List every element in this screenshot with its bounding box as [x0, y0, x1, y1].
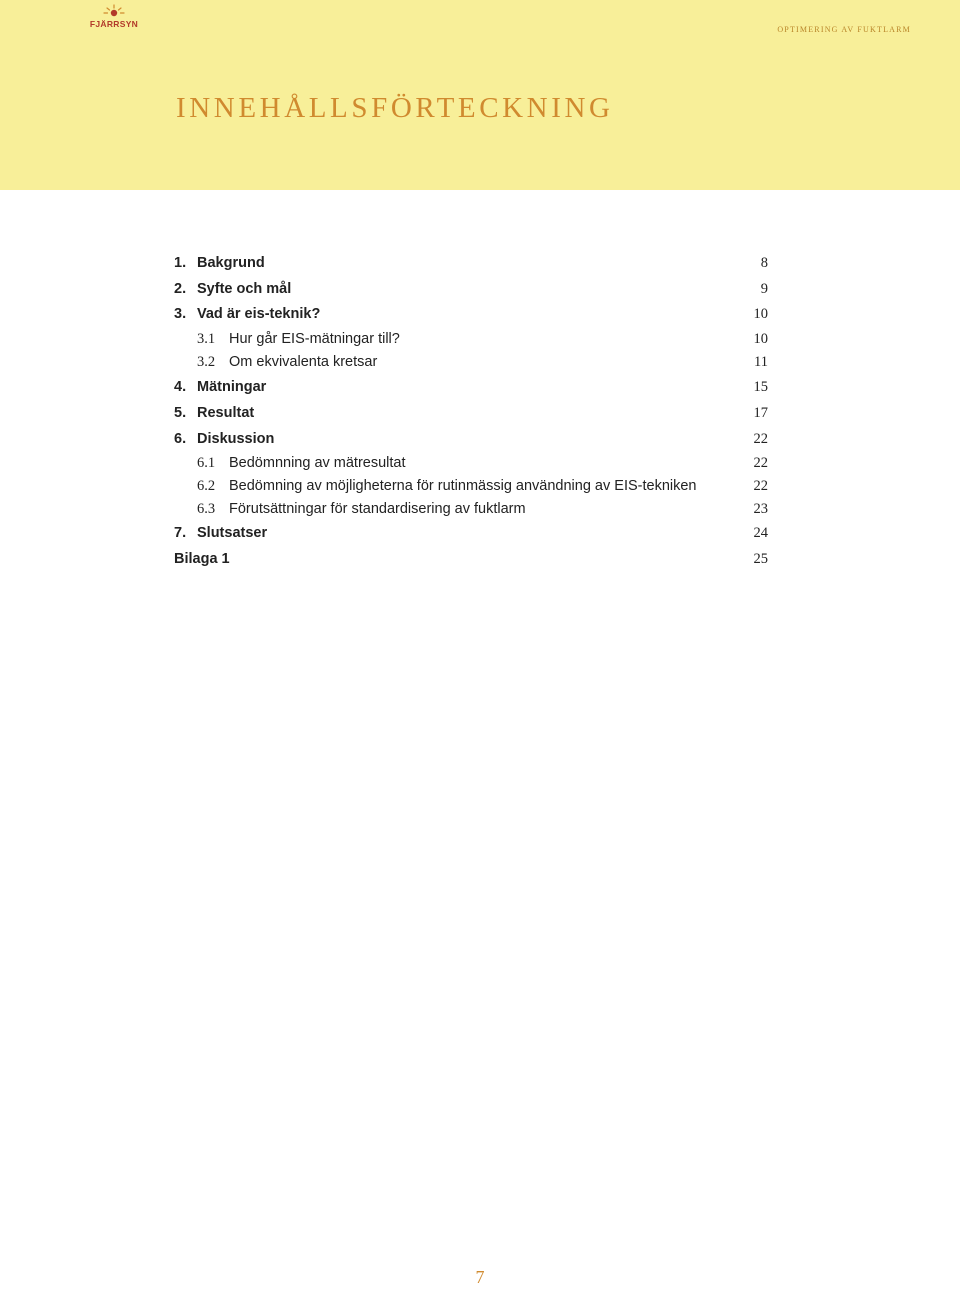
toc-page: 25 — [753, 551, 768, 567]
toc-label: Om ekvivalenta kretsar — [229, 354, 378, 370]
toc-label: Förutsättningar för standardisering av fuktlarm — [229, 501, 526, 517]
toc-subentry[interactable] — [174, 475, 768, 497]
toc-page: 22 — [753, 431, 768, 447]
toc-number: 6.2 — [197, 478, 216, 494]
sun-icon — [102, 4, 126, 20]
toc-number: 3.1 — [197, 331, 216, 347]
toc-page: 22 — [753, 455, 768, 471]
toc-page: 8 — [760, 255, 768, 271]
toc-label: Hur går EIS-mätningar till? — [229, 331, 400, 347]
toc-page: 17 — [753, 405, 768, 421]
toc-subentry[interactable] — [174, 328, 768, 350]
toc-subentry[interactable] — [174, 498, 768, 520]
toc-entry[interactable] — [174, 252, 768, 274]
toc-subentry[interactable] — [174, 351, 768, 373]
toc-number: 3.2 — [197, 354, 216, 370]
toc-label: Diskussion — [197, 431, 275, 447]
page-number: 7 — [475, 1267, 485, 1287]
toc-entry[interactable] — [174, 376, 768, 398]
toc-number: 4. — [174, 379, 187, 395]
toc-entry[interactable] — [174, 428, 768, 450]
toc-label: Syfte och mål — [197, 281, 292, 297]
toc-number: 1. — [174, 255, 187, 271]
toc-label: Bedömnning av mätresultat — [229, 455, 406, 471]
toc-label: Slutsatser — [197, 525, 268, 541]
toc-number: 6.3 — [197, 501, 216, 517]
page-title: INNEHÅLLSFÖRTECKNING — [176, 92, 614, 124]
toc-entry[interactable] — [174, 522, 768, 544]
toc-number: 3. — [174, 306, 187, 322]
toc-number: 2. — [174, 281, 187, 297]
toc-page: 15 — [753, 379, 768, 395]
running-head: OPTIMERING AV FUKTLARM — [777, 25, 911, 34]
toc-number: 5. — [174, 405, 187, 421]
toc-page: 9 — [760, 281, 768, 297]
logo-text: FJÄRRSYN — [89, 19, 139, 29]
toc-entry[interactable] — [174, 548, 768, 570]
toc-label: Bedömning av möjligheterna för rutinmässig användning av EIS-tekniken — [229, 478, 697, 494]
header-band — [0, 0, 960, 190]
toc-number: 6.1 — [197, 455, 216, 471]
toc-entry[interactable] — [174, 303, 768, 325]
toc-page: 10 — [753, 331, 768, 347]
toc-entry[interactable] — [174, 402, 768, 424]
toc-number: 7. — [174, 525, 187, 541]
toc-page: 24 — [753, 525, 768, 541]
toc-label: Vad är eis-teknik? — [197, 306, 321, 322]
toc-entry[interactable] — [174, 278, 768, 300]
toc-number: 6. — [174, 431, 187, 447]
toc-label: Resultat — [197, 405, 255, 421]
toc-page: 23 — [753, 501, 768, 517]
toc-subentry[interactable] — [174, 452, 768, 474]
toc-label: Bilaga 1 — [174, 551, 230, 567]
toc-label: Mätningar — [197, 379, 267, 395]
toc-page: 10 — [753, 306, 768, 322]
toc-page: 11 — [754, 354, 768, 370]
toc-label: Bakgrund — [197, 255, 265, 271]
toc-page: 22 — [753, 478, 768, 494]
fjarrsyn-logo — [88, 4, 140, 30]
